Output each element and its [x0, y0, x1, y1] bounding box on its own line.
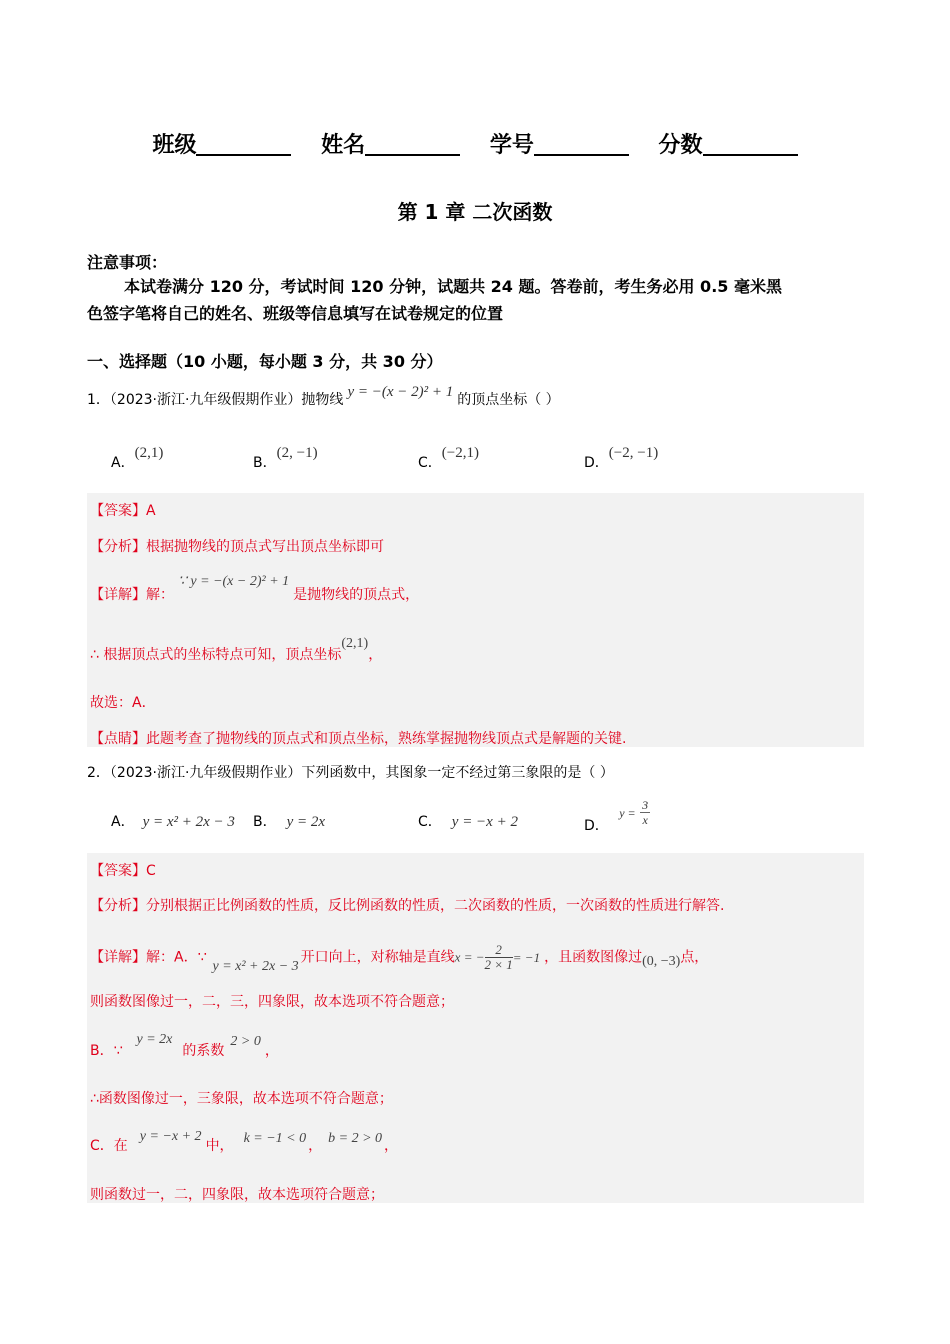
detail-1-line: [90, 574, 420, 604]
question-1: [87, 384, 560, 409]
detail-1-start: 解：: [146, 587, 174, 603]
detail-1-formula: ∵ y = −(x − 2)² + 1: [178, 574, 290, 589]
q1-option-b-letter: B．: [253, 455, 277, 471]
student-info-header: [0, 128, 950, 159]
analysis-1-tag: 【分析】: [90, 539, 146, 555]
detail-2-line-c-sep: ，: [308, 1138, 323, 1154]
student-id-label: 学号: [489, 133, 534, 158]
section-1-title: 一、选择题（10 小题，每小题 3 分，共 30 分）: [87, 352, 443, 371]
answer-2-line: [90, 860, 156, 880]
q2-option-d-denominator: x: [642, 813, 648, 827]
detail-2-line-a2: 则函数图像过一，二，三，四象限，故本选项不符合题意；: [90, 994, 454, 1010]
name-label: 姓名: [321, 133, 366, 158]
detail-1-end: 是抛物线的顶点式，: [293, 587, 420, 603]
detail-2-axis-denominator: 2 × 1: [484, 957, 513, 972]
detail-2-tag: 【详解】: [90, 949, 146, 966]
point-1-line: [90, 728, 626, 748]
detail-1-line-2-formula: (2,1): [341, 636, 369, 651]
detail-2-line-c-b: b = 2 > 0: [328, 1131, 383, 1146]
detail-2-start: 解：A．∵: [146, 949, 207, 966]
detail-2-line-b: [90, 1032, 279, 1060]
detail-2-line-c-k: k = −1 < 0: [243, 1131, 307, 1146]
question-2: 2．（2023·浙江·九年级假期作业）下列函数中，其图象一定不经过第三象限的是（ ）: [87, 765, 614, 781]
notice-line-2: 色签字笔将自己的姓名、班级等信息填写在试卷规定的位置: [87, 304, 504, 323]
q2-option-d-fraction: [640, 798, 650, 827]
detail-2-end: 点，: [680, 949, 709, 966]
conclusion-1: 故选：A．: [90, 695, 156, 711]
score-label: 分数: [658, 133, 703, 158]
detail-2-axis-numerator: 2: [485, 943, 513, 958]
detail-2-mid-2: ，且函数图像过: [544, 949, 643, 966]
chapter-title: 第 1 章 二次函数: [397, 200, 553, 224]
detail-1-line-2: [90, 636, 383, 664]
q1-option-c-value: (−2,1): [441, 445, 479, 461]
detail-2-line-c-formula: y = −x + 2: [139, 1129, 202, 1144]
detail-2-point: (0, −3): [642, 953, 681, 969]
q2-option-a[interactable]: [111, 811, 235, 831]
q2-option-b[interactable]: [253, 811, 325, 831]
detail-1-line-2-start: ∴ 根据顶点式的坐标特点可知，顶点坐标: [90, 647, 342, 663]
notice-title: 注意事项：: [87, 253, 168, 272]
analysis-1-text: 根据抛物线的顶点式写出顶点坐标即可: [146, 539, 384, 555]
analysis-2-tag: 【分析】: [90, 898, 146, 914]
answer-2-tag: 【答案】: [90, 863, 146, 879]
q2-option-c-value: y = −x + 2: [451, 814, 518, 830]
detail-2-line-b-end: ，: [264, 1043, 279, 1059]
q1-option-c[interactable]: [418, 445, 479, 472]
analysis-2-line: [90, 895, 724, 915]
detail-2-line-b-mid: 的系数: [182, 1043, 225, 1059]
detail-2-axis-prefix: x = −: [454, 949, 485, 965]
detail-1-tag: 【详解】: [90, 587, 146, 603]
q1-option-a[interactable]: [111, 445, 164, 472]
class-blank[interactable]: [196, 132, 291, 156]
detail-2-line-c: [90, 1129, 399, 1155]
detail-2-line-c-start: C．在: [90, 1138, 128, 1154]
answer-1-value: A: [146, 503, 156, 519]
score-blank[interactable]: [703, 132, 798, 156]
detail-1-line-2-end: ，: [368, 647, 383, 663]
detail-2-line: [90, 943, 708, 972]
q1-option-a-value: (2,1): [134, 445, 164, 461]
answer-1-box: [87, 493, 864, 747]
analysis-1-line: [90, 536, 384, 556]
q2-option-d-letter: D．: [584, 817, 609, 834]
detail-2-line-c-end: ，: [384, 1138, 399, 1154]
answer-2-value: C: [146, 863, 156, 879]
detail-2-formula-1: y = x² + 2x − 3: [212, 958, 299, 974]
class-label: 班级: [152, 133, 197, 158]
q2-option-d-numerator: 3: [642, 798, 649, 812]
q1-option-c-letter: C．: [418, 455, 442, 471]
answer-1-line: [90, 500, 156, 520]
detail-2-line-c2: 则函数过一，二，四象限，故本选项符合题意；: [90, 1187, 384, 1203]
q2-option-a-letter: A．: [111, 814, 135, 830]
question-1-formula: y = −(x − 2)² + 1: [347, 384, 454, 400]
q2-option-c-letter: C．: [418, 814, 442, 830]
detail-2-line-b-start: B．∵: [90, 1043, 123, 1059]
point-1-text: 此题考查了抛物线的顶点式和顶点坐标，熟练掌握抛物线顶点式是解题的关键.: [146, 731, 627, 747]
detail-2-line-b-formula-2: 2 > 0: [230, 1034, 261, 1049]
student-id-blank[interactable]: [534, 132, 629, 156]
q1-option-b-value: (2, −1): [276, 445, 318, 461]
detail-2-mid-1: 开口向上，对称轴是直线: [300, 949, 455, 966]
q1-option-d-letter: D．: [584, 455, 609, 471]
name-blank[interactable]: [365, 132, 460, 156]
detail-2-line-b2: ∴函数图像过一，三象限，故本选项不符合题意；: [90, 1091, 393, 1107]
answer-1-tag: 【答案】: [90, 503, 146, 519]
point-1-tag: 【点睛】: [90, 731, 146, 747]
q2-option-b-value: y = 2x: [286, 814, 326, 830]
q2-option-a-value: y = x² + 2x − 3: [142, 814, 235, 830]
analysis-2-text: 分别根据正比例函数的性质，反比例函数的性质，二次函数的性质，一次函数的性质进行解答.: [146, 898, 725, 914]
q1-option-d-value: (−2, −1): [608, 445, 659, 461]
q2-option-d-prefix: y =: [619, 805, 636, 820]
detail-2-axis-suffix: = −1: [512, 949, 541, 965]
q1-option-b[interactable]: [253, 445, 318, 472]
question-1-prefix: 1．（2023·浙江·九年级假期作业）抛物线: [87, 392, 344, 408]
notice-line-1: 本试卷满分 120 分，考试时间 120 分钟，试题共 24 题。答卷前，考生务必用 0.5 毫米黑: [124, 277, 782, 296]
q1-option-d[interactable]: [584, 445, 659, 472]
detail-2-line-c-mid: 中，: [205, 1138, 234, 1154]
q2-option-c[interactable]: [418, 811, 518, 831]
detail-2-line-b-formula: y = 2x: [136, 1032, 173, 1047]
question-1-suffix: 的顶点坐标（ ）: [457, 392, 560, 408]
q2-option-b-letter: B．: [253, 814, 277, 830]
q1-option-a-letter: A．: [111, 455, 135, 471]
detail-2-axis-fraction: [485, 943, 513, 972]
q2-option-d[interactable]: [584, 798, 650, 834]
